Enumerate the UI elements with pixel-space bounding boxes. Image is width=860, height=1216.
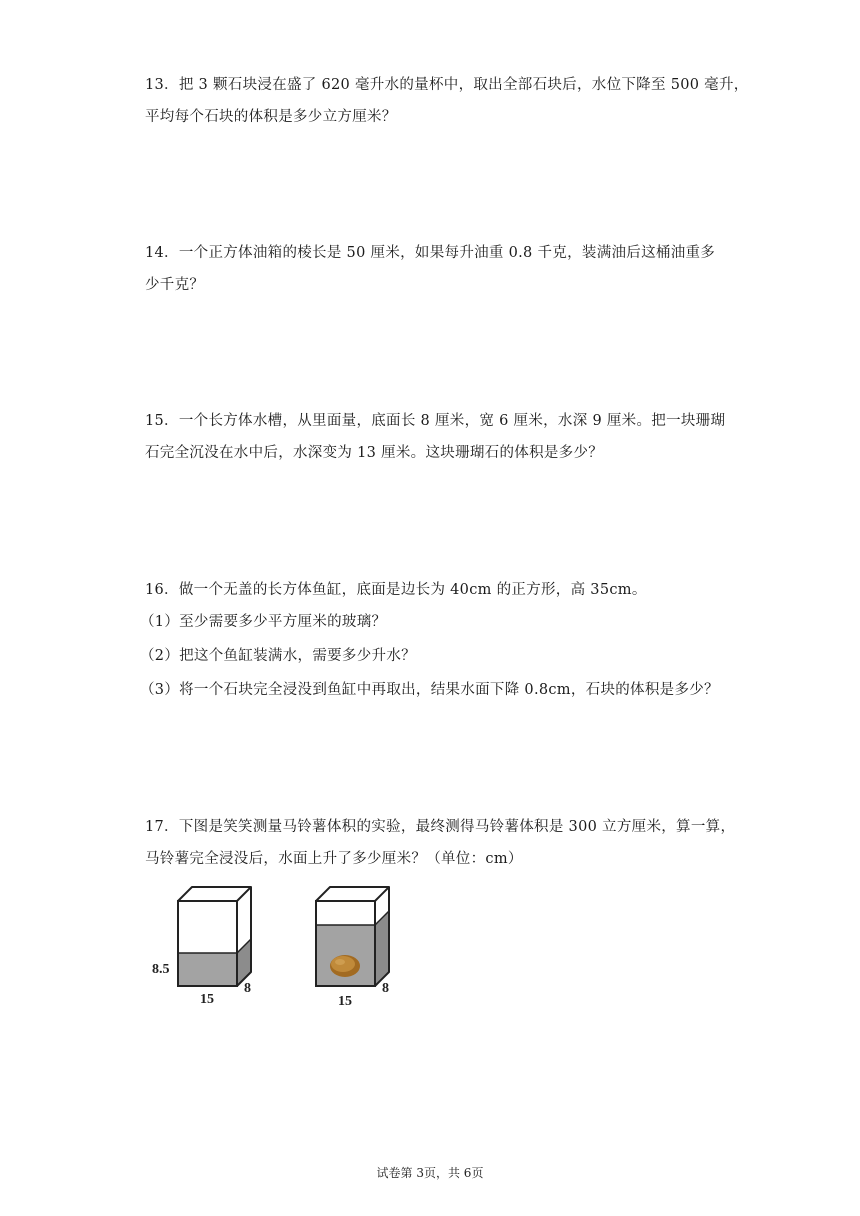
left-tank <box>152 887 251 1007</box>
question-15-line-2: 石完全沉没在水中后，水深变为 13 厘米。这块珊瑚石的体积是多少？ <box>145 445 604 461</box>
question-17-line-1: 17．下图是笑笑测量马铃薯体积的实验，最终测得马铃薯体积是 300 立方厘米，算一算， <box>145 819 736 835</box>
page-footer: 试卷第 3页，共 6页 <box>376 1166 484 1180</box>
left-tank-top <box>178 887 251 901</box>
left-tank-length-label: 15 <box>200 992 214 1007</box>
left-tank-height-label: 8.5 <box>152 962 170 977</box>
question-16-part-3: （3）将一个石块完全浸没到鱼缸中再取出，结果水面下降 0.8cm，石块的体积是多少？ <box>140 682 719 698</box>
right-tank-width-label: 8 <box>382 981 389 996</box>
question-15-line-1: 15．一个长方体水槽，从里面量，底面长 8 厘米，宽 6 厘米，水深 9 厘米。把一块珊瑚 <box>145 413 726 429</box>
question-16-part-1: （1）至少需要多少平方厘米的玻璃？ <box>140 614 387 630</box>
left-tank-water-front <box>178 953 237 986</box>
question-13-line-2: 平均每个石块的体积是多少立方厘米？ <box>145 109 397 125</box>
potato-icon <box>330 955 360 977</box>
question-16-part-2: （2）把这个鱼缸装满水，需要多少升水？ <box>140 648 416 664</box>
right-tank-top <box>316 887 389 901</box>
question-13-line-1: 13．把 3 颗石块浸在盛了 620 毫升水的量杯中，取出全部石块后，水位下降至 500 毫升， <box>145 77 749 93</box>
right-tank <box>316 887 389 1009</box>
question-14-line-1: 14．一个正方体油箱的棱长是 50 厘米，如果每升油重 0.8 千克，装满油后这桶油重多 <box>145 245 716 261</box>
question-16-stem: 16．做一个无盖的长方体鱼缸，底面是边长为 40cm 的正方形，高 35cm。 <box>145 582 647 598</box>
question-14-line-2: 少千克？ <box>145 277 205 293</box>
left-tank-width-label: 8 <box>244 981 251 996</box>
potato-experiment-figure <box>140 880 410 1010</box>
right-tank-length-label: 15 <box>338 994 352 1009</box>
tanks-illustration <box>140 880 410 1010</box>
question-17-line-2: 马铃薯完全浸没后，水面上升了多少厘米？（单位：cm） <box>145 851 523 867</box>
